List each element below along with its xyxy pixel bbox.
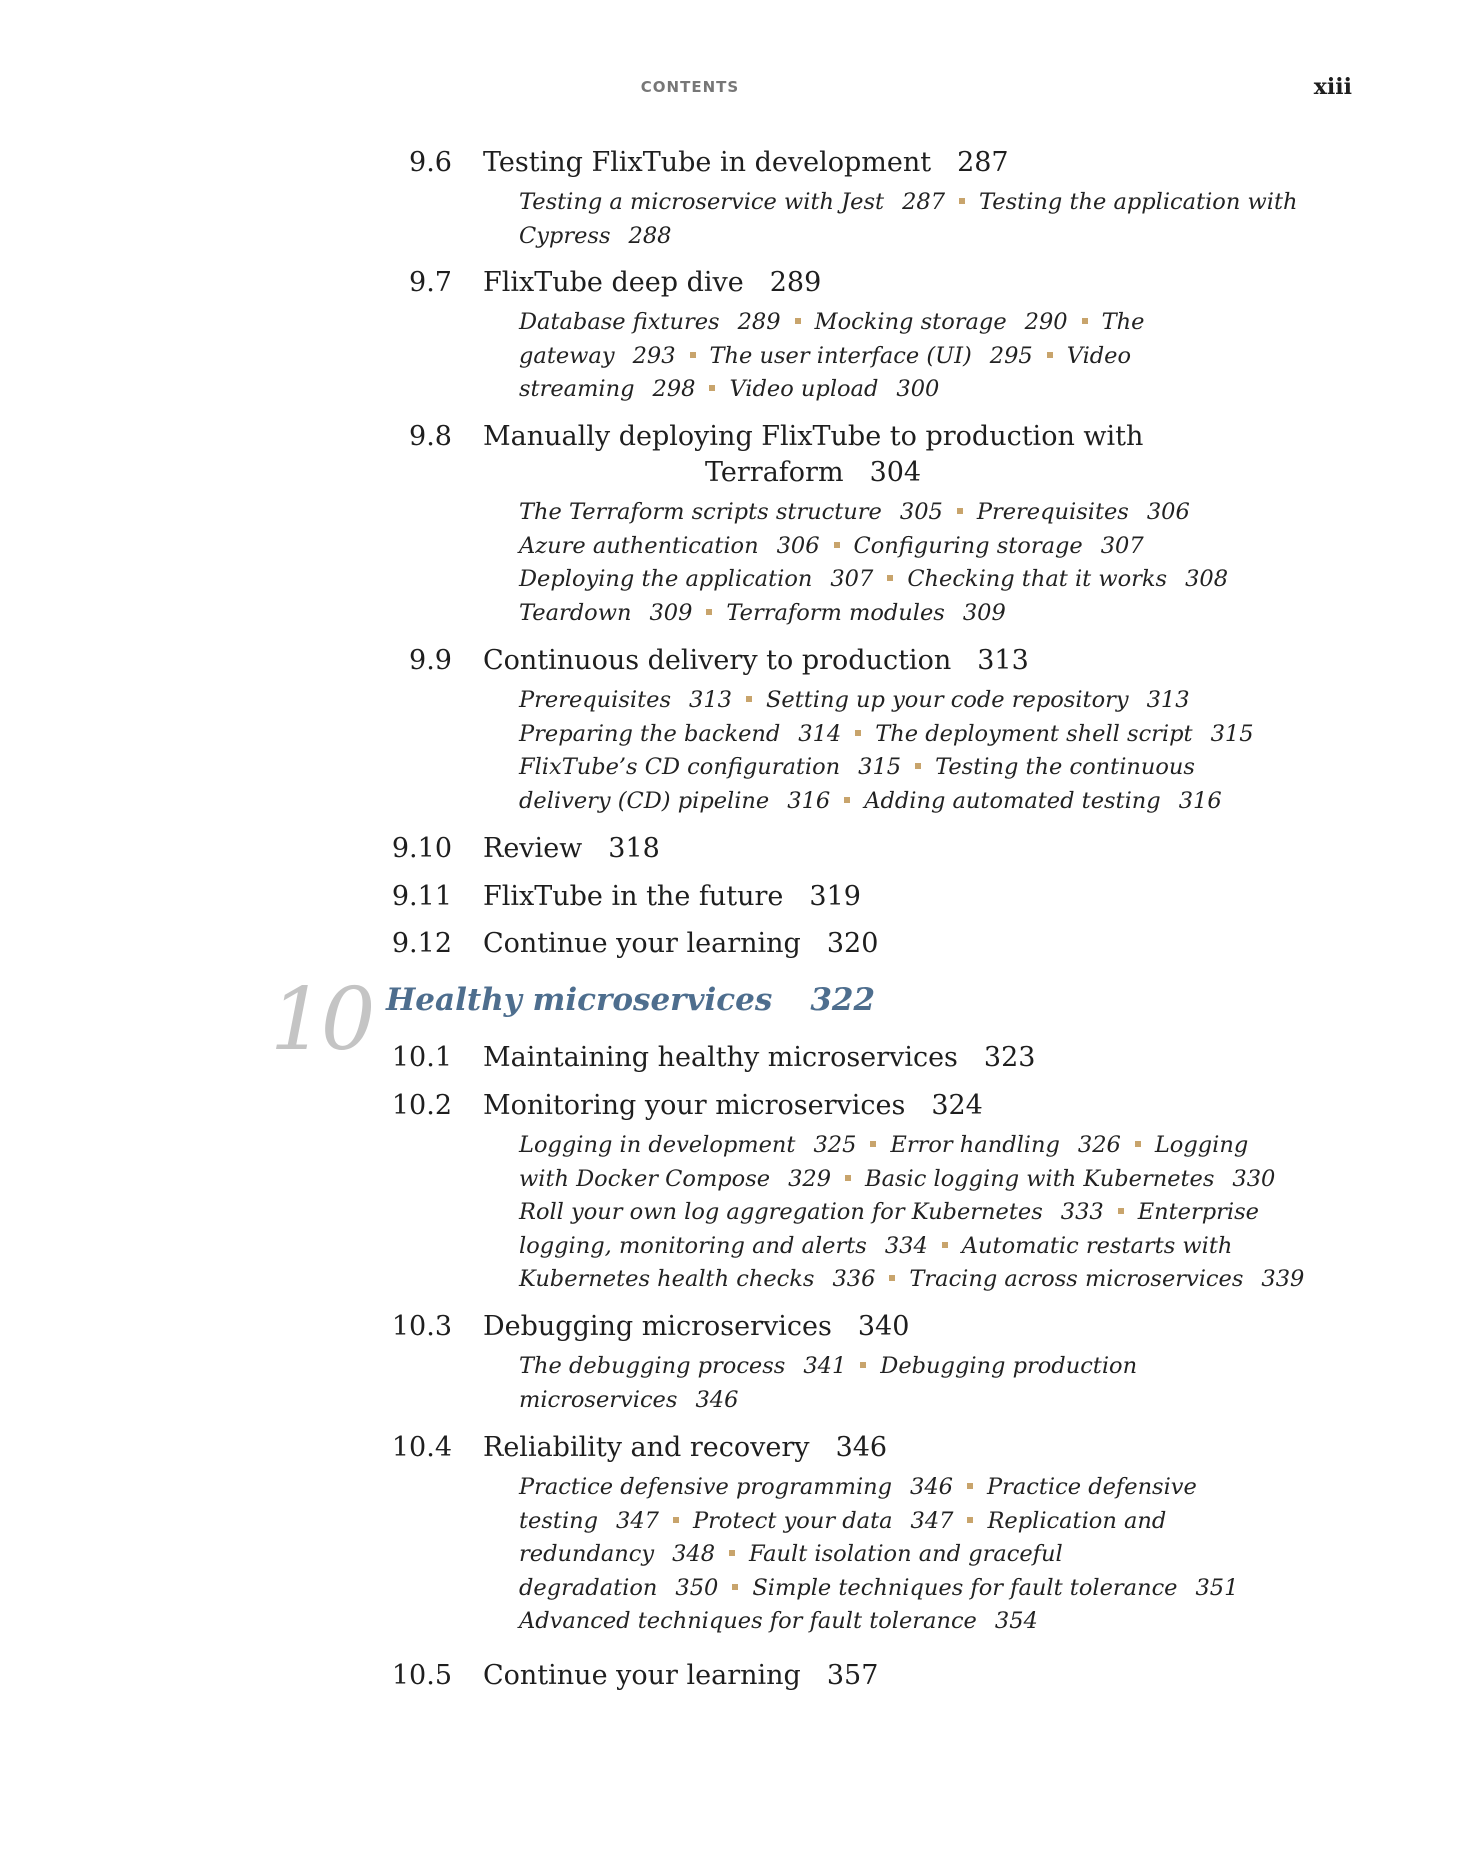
subsection-title[interactable]: Advanced techniques for fault tolerance [519,1608,977,1634]
toc-subsections [519,1129,1305,1297]
subsection-title[interactable]: The debugging process [519,1353,786,1379]
subsection-title[interactable]: Testing a microservice with Jest [519,189,885,215]
bullet-icon [967,1483,973,1489]
chapter-title: Healthy microservices 322 [386,982,876,1018]
subsection-title[interactable]: Video [1066,342,1132,369]
subsection-line [519,785,1299,819]
subsection-line [519,1263,1305,1297]
section-title: FlixTube in the future 319 [483,881,861,912]
subsection-line [519,1538,1299,1572]
section-page: 340 [857,1311,910,1342]
bullet-icon [967,1517,973,1523]
subsection-page: 298 [652,376,696,402]
toc-subsections [519,496,1299,630]
subsection-line [519,1196,1299,1230]
subsection-title[interactable]: redundancy [519,1541,655,1567]
subsection-title[interactable]: The Terraform scripts structure [519,499,882,525]
subsection-page: 287 [902,189,946,215]
subsection-page: 288 [628,222,672,249]
subsection-title[interactable]: FlixTube’s CD configuration [519,754,841,780]
section-number: 10.4 [391,1432,452,1463]
subsection-title[interactable]: Debugging production [880,1353,1138,1379]
section-page: 323 [983,1042,1036,1073]
section-title: Maintaining healthy microservices 323 [483,1042,1036,1073]
subsection-title[interactable]: Azure authentication [519,532,759,559]
subsection-line [519,1605,1299,1639]
section-page: 289 [769,267,822,298]
subsection-page: 315 [858,754,902,780]
bullet-icon [709,385,715,391]
subsection-page: 339 [1261,1266,1305,1292]
subsection-title[interactable]: Setting up your code repository [765,687,1129,713]
bullet-icon [915,763,921,769]
subsection-title[interactable]: Fault isolation and graceful [749,1541,1063,1567]
chapter-number: 10 [270,970,372,1070]
subsection-page: 347 [616,1507,659,1534]
running-head [0,74,1475,98]
subsection-title[interactable]: Cypress [519,222,611,249]
subsection-line [519,1505,1299,1539]
bullet-icon [855,730,861,736]
subsection-title[interactable]: Automatic restarts with [961,1232,1233,1259]
section-number: 9.12 [391,928,452,959]
subsection-page: 293 [632,342,676,369]
subsection-page: 336 [832,1266,876,1292]
subsection-title[interactable]: Basic logging with Kubernetes [865,1165,1215,1192]
bullet-icon [1047,352,1053,358]
subsection-line [519,563,1299,597]
subsection-title[interactable]: Enterprise [1137,1199,1259,1225]
section-title: Continue your learning 357 [483,1660,879,1691]
subsection-line [519,340,1299,374]
section-number: 9.10 [391,833,452,864]
section-number: 9.6 [409,147,452,178]
subsection-title[interactable]: Kubernetes health checks [519,1266,815,1292]
subsection-page: 346 [910,1474,953,1500]
section-page: 287 [957,147,1009,178]
subsection-title[interactable]: Checking that it works [907,566,1168,592]
subsection-title[interactable]: Replication and [987,1507,1167,1534]
subsection-title[interactable]: gateway [519,342,615,369]
section-number: 10.1 [391,1042,452,1073]
subsection-title[interactable]: Database fixtures [519,309,720,335]
subsection-title[interactable]: Practice defensive programming [519,1474,893,1500]
bullet-icon [959,198,965,204]
subsection-page: 348 [672,1541,716,1567]
section-number: 9.9 [409,645,452,676]
running-title: CONTENTS [640,78,740,96]
bullet-icon [957,508,963,514]
toc-subsections [519,186,1299,253]
subsection-title[interactable]: The deployment shell script [875,720,1193,747]
subsection-title[interactable]: Preparing the backend [519,720,781,747]
subsection-title[interactable]: Tracing across microservices [909,1266,1244,1292]
section-page: 324 [931,1090,983,1121]
subsection-title[interactable]: testing [519,1507,599,1534]
subsection-title[interactable]: Practice defensive [986,1474,1197,1500]
subsection-page: 316 [1178,787,1222,814]
subsection-line [519,496,1299,530]
page-number: xiii [1313,74,1352,100]
subsection-page: 309 [962,599,1006,626]
section-title: Reliability and recovery 346 [483,1432,888,1463]
subsection-page: 306 [776,532,820,559]
section-title: Review 318 [483,833,660,864]
bullet-icon [732,1584,738,1590]
section-title: Continuous delivery to production 313 [483,645,1029,676]
section-number: 10.3 [391,1311,452,1342]
bullet-icon [1118,1208,1124,1214]
subsection-line [519,1471,1299,1505]
toc-subsections [519,306,1299,407]
subsection-title[interactable]: Logging [1154,1132,1249,1158]
subsection-page: 306 [1146,499,1190,525]
subsection-title[interactable]: microservices [519,1386,678,1413]
section-page: 320 [826,928,879,959]
subsection-page: 307 [1100,532,1144,559]
subsection-page: 333 [1060,1199,1104,1225]
section-title: Continue your learning 320 [483,928,879,959]
section-number: 9.7 [409,267,452,298]
section-page: 357 [826,1660,879,1691]
subsection-title[interactable]: Testing the continuous [935,754,1195,780]
subsection-line [519,373,1299,407]
subsection-title[interactable]: Prerequisites [976,499,1129,525]
bullet-icon [1135,1141,1141,1147]
subsection-page: 315 [1210,720,1254,747]
subsection-title[interactable]: with Docker Compose [519,1165,771,1192]
subsection-line [519,186,1299,220]
subsection-page: 330 [1232,1165,1276,1192]
bullet-icon [834,542,840,548]
subsection-page: 326 [1077,1132,1121,1158]
subsection-title[interactable]: Deploying the application [519,566,813,592]
subsection-title[interactable]: Terraform modules [726,599,945,626]
section-number: 10.2 [391,1090,452,1121]
subsection-line [519,597,1299,631]
bullet-icon [690,352,696,358]
section-page: 318 [608,833,660,864]
subsection-line [519,684,1299,718]
section-number: 9.11 [391,881,452,912]
section-number: 9.8 [409,421,452,452]
toc-subsections [519,1471,1299,1639]
section-page: 346 [835,1432,888,1463]
subsection-title[interactable]: The user interface (UI) [709,342,972,369]
bullet-icon [1082,318,1088,324]
subsection-page: 309 [649,599,693,626]
subsection-page: 354 [994,1608,1038,1634]
bullet-icon [795,318,801,324]
toc-section[interactable] [380,419,1360,491]
subsection-page: 289 [737,309,781,335]
section-page: 313 [977,645,1029,676]
subsection-page: 325 [813,1132,857,1158]
subsection-title[interactable]: Error handling [890,1132,1060,1158]
section-title: FlixTube deep dive 289 [483,267,822,298]
chapter-page: 322 [810,982,876,1018]
section-title: Monitoring your microservices 324 [483,1090,983,1121]
toc-subsections [519,684,1299,818]
subsection-page: 334 [884,1232,928,1259]
subsection-page: 313 [1146,687,1190,713]
subsection-page: 347 [910,1507,954,1534]
section-page: 319 [809,881,861,912]
subsection-title[interactable]: logging, monitoring and alerts [519,1232,867,1259]
subsection-page: 341 [803,1353,847,1379]
subsection-line [519,1230,1299,1264]
subsection-title[interactable]: Protect your data [693,1507,893,1534]
subsection-line [519,751,1299,785]
section-title: Testing FlixTube in development 287 [483,147,1009,178]
subsection-page: 300 [896,376,940,402]
section-number: 10.5 [391,1660,452,1691]
subsection-line [519,530,1299,564]
subsection-title[interactable]: Teardown [519,599,632,626]
subsection-title[interactable]: degradation [519,1574,658,1601]
subsection-line [519,1163,1299,1197]
subsection-line [519,306,1299,340]
subsection-line [519,1384,1299,1418]
subsection-line [519,220,1299,254]
subsection-page: 305 [899,499,943,525]
subsection-page: 351 [1195,1574,1239,1601]
subsection-page: 290 [1024,309,1068,335]
bullet-icon [844,797,850,803]
bullet-icon [860,1362,866,1368]
subsection-line [519,1572,1299,1606]
bullet-icon [706,609,712,615]
subsection-title[interactable]: Mocking storage [814,309,1007,335]
subsection-title[interactable]: Adding automated testing [864,787,1161,814]
subsection-title[interactable]: streaming [519,376,635,402]
subsection-page: 316 [787,787,831,814]
subsection-line [519,718,1299,752]
subsection-title[interactable]: Testing the application with [979,189,1298,215]
subsection-page: 307 [830,566,874,592]
subsection-title[interactable]: Roll your own log aggregation for Kubernetes [519,1199,1043,1225]
subsection-title[interactable]: Simple techniques for fault tolerance [752,1574,1178,1601]
bullet-icon [729,1550,735,1556]
bullet-icon [870,1141,876,1147]
subsection-title[interactable]: delivery (CD) pipeline [519,787,770,814]
subsection-page: 308 [1185,566,1229,592]
subsection-line [519,1350,1299,1384]
section-title: Manually deploying FlixTube to production with Terraform 304 [483,421,1144,488]
subsection-title[interactable]: Configuring storage [853,532,1083,559]
bullet-icon [845,1175,851,1181]
bullet-icon [889,1275,895,1281]
subsection-page: 314 [798,720,842,747]
bullet-icon [673,1517,679,1523]
subsection-page: 313 [689,687,732,713]
section-title: Debugging microservices 340 [483,1311,910,1342]
toc-subsections [519,1350,1299,1417]
subsection-title[interactable]: Logging in development [519,1132,796,1158]
subsection-page: 346 [695,1386,739,1413]
section-page: 304 [869,457,922,488]
subsection-page: 295 [989,342,1033,369]
subsection-page: 350 [675,1574,719,1601]
subsection-title[interactable]: Prerequisites [519,687,672,713]
subsection-title[interactable]: The [1101,309,1145,335]
bullet-icon [746,696,752,702]
subsection-title[interactable]: Video upload [729,376,879,402]
subsection-page: 329 [788,1165,832,1192]
bullet-icon [942,1242,948,1248]
subsection-line [519,1129,1299,1163]
bullet-icon [887,575,893,581]
